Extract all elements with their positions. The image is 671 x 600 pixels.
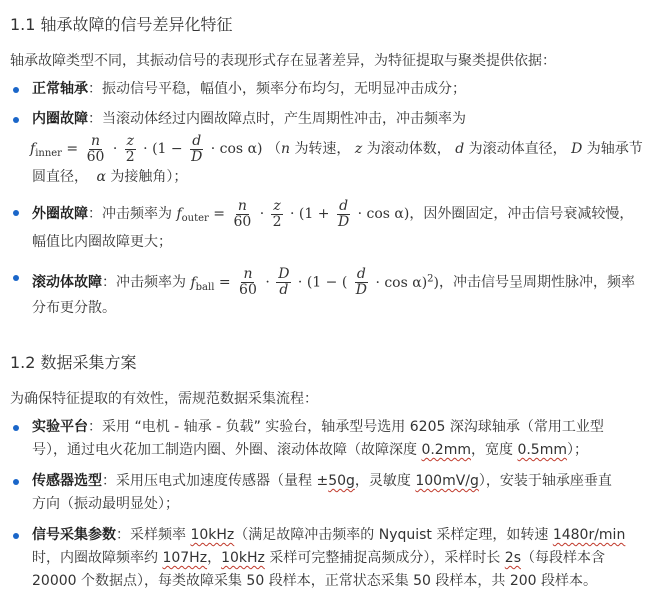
text-outer-1: ：冲击频率为 bbox=[88, 206, 172, 222]
label-ball: 滚动体故障 bbox=[32, 274, 102, 291]
text-ball-1: ：冲击频率为 bbox=[102, 274, 186, 291]
frac-z-2-outer: $\frac{z}{2}$ bbox=[272, 197, 282, 230]
item-normal-bearing bbox=[32, 78, 466, 101]
width-value: 0.5mm bbox=[517, 442, 567, 458]
alpha-desc: 为接触角）； bbox=[110, 169, 188, 185]
section-2-intro: 为确保特征提取的有效性，需规范数据采集流程： bbox=[10, 391, 318, 407]
item-outer-fault-line2: 幅值比内圈故障更大； bbox=[32, 234, 172, 250]
item-platform-line1 bbox=[32, 416, 604, 439]
z-desc: 为滚动体数， bbox=[366, 141, 451, 157]
fs-value: 10kHz bbox=[190, 527, 235, 543]
text-normal: ：振动信号平稳，幅值小，频率分布均匀，无明显冲击成分； bbox=[88, 81, 466, 97]
bullet-inner bbox=[13, 117, 19, 123]
frac-d-D-ball: $\frac{d}{D}$ bbox=[355, 266, 367, 299]
D-desc: 为轴承节 bbox=[586, 141, 643, 157]
text-inner-1: ：当滚动体经过内圈故障点时，产生周期性冲击，冲击频率为 bbox=[88, 111, 466, 127]
label-params: 信号采集参数 bbox=[32, 527, 116, 543]
cos-alpha: · cos α) bbox=[210, 141, 263, 157]
item-params-line3: 20000 个数据点），每类故障采集 50 段样本，正常状态采集 50 段样本，共 200 段样本。 bbox=[32, 573, 598, 589]
frac-n-60-ball: $\frac{n}{60}$ bbox=[239, 266, 257, 299]
n-desc: 为转速， bbox=[294, 141, 351, 157]
formula-eq: = bbox=[66, 141, 79, 157]
text-ball-after: ，冲击信号呈周期性脉冲，频率 bbox=[439, 274, 636, 291]
item-params-line2: 时，内圈故障频率约 107Hz，10kHz 采样可完整捕捉高频成分），采样时长 2s（每段样本含 bbox=[32, 550, 605, 566]
range-value: 50g bbox=[328, 473, 355, 489]
d-desc: 为滚动体直径， bbox=[468, 141, 567, 157]
item-sensor-line1: 传感器选型：采用压电式加速度传感器（量程 ±50g，灵敏度 100mV/g），安装于轴承座垂直 bbox=[32, 473, 612, 489]
frac-n-60-outer: $\frac{n}{60}$ bbox=[233, 197, 252, 230]
item-platform-line2: 号），通过电火花加工制造内圈、外圈、滚动体故障（故障深度 0.2mm，宽度 0.5mm）； bbox=[32, 442, 588, 458]
section-1-intro: 轴承故障类型不同，其振动信号的表现形式存在显著差异，为特征提取与聚类提供依据： bbox=[10, 53, 556, 69]
speed-value: 1480r/min bbox=[552, 527, 626, 543]
section-title-1-1: 1.1 轴承故障的信号差异化特征 bbox=[10, 15, 233, 34]
item-ball-fault-line2: 分布更分散。 bbox=[32, 300, 116, 316]
frac-D-d-ball: $\frac{D}{d}$ bbox=[278, 266, 290, 299]
item-sensor-line2: 方向（振动最明显处）； bbox=[32, 496, 179, 512]
label-sensor: 传感器选型 bbox=[32, 473, 102, 489]
item-params-line1: 信号采集参数：采样频率 10kHz（满足故障冲击频率的 Nyquist 采样定理，如转速 1480r/min bbox=[32, 527, 626, 543]
f-outer-symbol: $f_{outer}$ bbox=[176, 206, 209, 224]
bullet-outer bbox=[13, 210, 19, 216]
item-inner-fault-line3: 圆直径， α 为接触角）； bbox=[32, 169, 188, 185]
inner-line3: 圆直径， bbox=[32, 169, 88, 185]
f-ball-symbol: $f_{ball}$ bbox=[190, 274, 215, 293]
label-platform: 实验平台 bbox=[32, 419, 88, 435]
fs2-value: 10kHz bbox=[221, 550, 265, 566]
bullet-platform bbox=[13, 425, 19, 431]
item-outer-fault-line1: 外圈故障：冲击频率为 $f_{outer}$ = $\frac{n}{60}$ · $\frac{z}{2}$ · (1 + $\frac{d}{D}$ · cos α)，因外圈固定，冲击信号衰减较慢， bbox=[32, 197, 634, 230]
platform-line1: ：采用 “电机 - 轴承 - 负载” 实验台，轴承型号选用 6205 深沟球轴承（常用工业型 bbox=[88, 419, 604, 435]
section-title-1-2: 1.2 数据采集方案 bbox=[10, 353, 137, 372]
label-outer: 外圈故障 bbox=[32, 206, 88, 222]
bullet-sensor bbox=[13, 479, 19, 485]
frac-n-60: $\frac{n}{60}$ bbox=[86, 132, 105, 165]
frac-z-2: $\frac{z}{2}$ bbox=[125, 132, 135, 165]
f-inner-symbol: $f_{inner}$ bbox=[30, 141, 62, 159]
sensitivity-value: 100mV/g bbox=[415, 473, 479, 489]
freq-value: 107Hz bbox=[162, 550, 208, 566]
inner-formula-line: $f_{inner}$ = $\frac{n}{60}$ · $\frac{z}{2}$ · (1 − $\frac{d}{D}$ · cos α) （n 为转速， z 为滚动体数， d 为滚动体直径， D 为轴承节 bbox=[30, 132, 643, 165]
frac-d-D: $\frac{d}{D}$ bbox=[191, 132, 203, 165]
bullet-normal bbox=[13, 87, 19, 93]
bullet-ball bbox=[13, 275, 19, 281]
text-outer-after: ，因外圈固定，冲击信号衰减较慢， bbox=[409, 206, 634, 222]
frac-d-D-outer: $\frac{d}{D}$ bbox=[337, 197, 350, 230]
item-ball-fault-line1: 滚动体故障：冲击频率为 $f_{ball}$ = $\frac{n}{60}$ · $\frac{D}{d}$ · (1 − ( $\frac{d}{D}$ · cos α)$^2$)，冲击信号呈周期性脉冲，频率 bbox=[32, 266, 636, 299]
label-normal: 正常轴承 bbox=[32, 81, 88, 97]
duration-value: 2s bbox=[504, 550, 521, 566]
bullet-params bbox=[13, 533, 19, 539]
depth-value: 0.2mm bbox=[421, 442, 471, 458]
item-inner-fault-line1 bbox=[32, 108, 466, 131]
label-inner: 内圈故障 bbox=[32, 111, 88, 127]
